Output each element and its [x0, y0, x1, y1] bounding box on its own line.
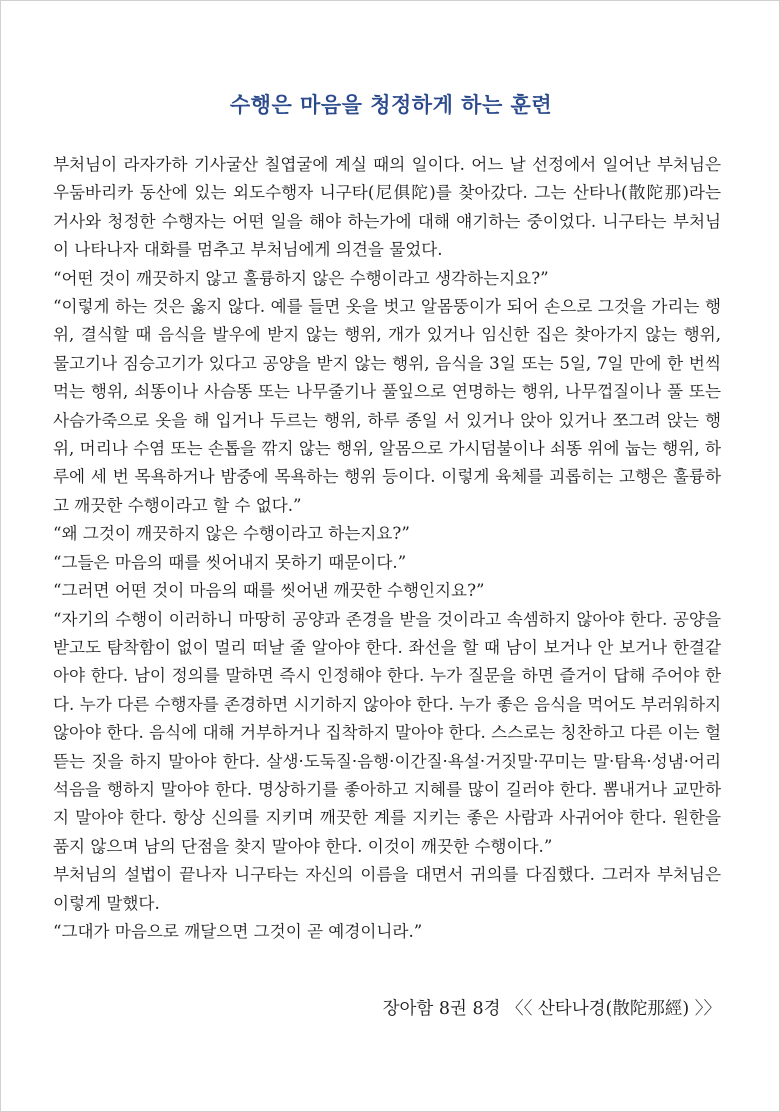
paragraph-answer-2: “그들은 마음의 때를 씻어내지 못하기 때문이다.”: [53, 552, 407, 572]
document-title: 수행은 마음을 청정하게 하는 훈련: [229, 93, 553, 117]
source-citation: 장아함 8권 8경 〈〈 산타나경(散陀那經) 〉〉: [382, 999, 721, 1019]
paragraph-final-quote: “그대가 마음으로 깨달으면 그것이 곧 예경이니라.”: [53, 921, 423, 941]
paragraph-answer-3: “자기의 수행이 이러하니 마땅히 공양과 존경을 받을 것이라고 속셈하지 않아야 한다. 공양을 받고도 탐착함이 없이 멀리 떠날 줄 알아야 한다. 좌선을 할 때 남이 보거나 안 보거나 한결같아야 한다. 남이 정의를 말하면 즉시 인정해야 한다. 누가 질문을 하면 즐거이 답해 주어야 한다. 누가 다른 수행자를 존경하면 시기하지 않아야 한다. 누가 좋은 음식을 먹어도 부러워하지 않아야 한다. 음식에 대해 거부하거나 집착하지 말아야 한다. 스스로는 칭찬하고 다른 이는 헐뜯는 짓을 하지 말아야 한다. 살생·도둑질·음행·이간질·욕설·거짓말·꾸미는 말·탐욕·성냄·어리석음을 행하지 말아야 한다. 명상하기를 좋아하고 지혜를 많이 길러야 한다. 뽐내거나 교만하지 말아야 한다. 항상 신의를 지키며 깨끗한 계를 지키는 좋은 사람과 사귀어야 한다. 원한을 품지 않으며 남의 단점을 찾지 말아야 한다. 이것이 깨끗한 수행이다.”: [53, 609, 721, 856]
paragraph-conclusion: 부처님의 설법이 끝나자 니구타는 자신의 이름을 대면서 귀의를 다짐했다. 그러자 부처님은 이렇게 말했다.: [53, 865, 721, 913]
paragraph-question-3: “그러면 어떤 것이 마음의 때를 씻어낸 깨끗한 수행인지요?”: [53, 581, 485, 601]
paragraph-question-1: “어떤 것이 깨끗하지 않고 훌륭하지 않은 수행이라고 생각하는지요?”: [53, 268, 549, 288]
paragraph-intro: 부처님이 라자가하 기사굴산 칠엽굴에 계실 때의 일이다. 어느 날 선정에서 일어난 부처님은 우둠바리카 동산에 있는 외도수행자 니구타(尼俱陀)를 찾아갔다. 그는 산타나(散陀那)라는 거사와 청정한 수행자는 어떤 일을 해야 하는가에 대해 얘기하는 중이었다. 니구타는 부처님이 나타나자 대화를 멈추고 부처님에게 의견을 물었다.: [53, 155, 721, 260]
document-body: [53, 151, 721, 946]
paragraph-question-2: “왜 그것이 깨끗하지 않은 수행이라고 하는지요?”: [53, 524, 410, 544]
paragraph-answer-1: “이렇게 하는 것은 옳지 않다. 예를 들면 옷을 벗고 알몸뚱이가 되어 손으로 그것을 가리는 행위, 결식할 때 음식을 발우에 받지 않는 행위, 개가 있거나 임신한 집은 찾아가지 않는 행위, 물고기나 짐승고기가 있다고 공양을 받지 않는 행위, 음식을 3일 또는 5일, 7일 만에 한 번씩 먹는 행위, 쇠똥이나 사슴똥 또는 나무줄기나 풀잎으로 연명하는 행위, 나무껍질이나 풀 또는 사슴가죽으로 옷을 해 입거나 두르는 행위, 하루 종일 서 있거나 앉아 있거나 쪼그려 앉는 행위, 머리나 수염 또는 손톱을 깎지 않는 행위, 알몸으로 가시덤불이나 쇠똥 위에 눕는 행위, 하루에 세 번 목욕하거나 밤중에 목욕하는 행위 등이다. 이렇게 육체를 괴롭히는 고행은 훌륭하고 깨끗한 수행이라고 할 수 없다.”: [53, 297, 721, 515]
